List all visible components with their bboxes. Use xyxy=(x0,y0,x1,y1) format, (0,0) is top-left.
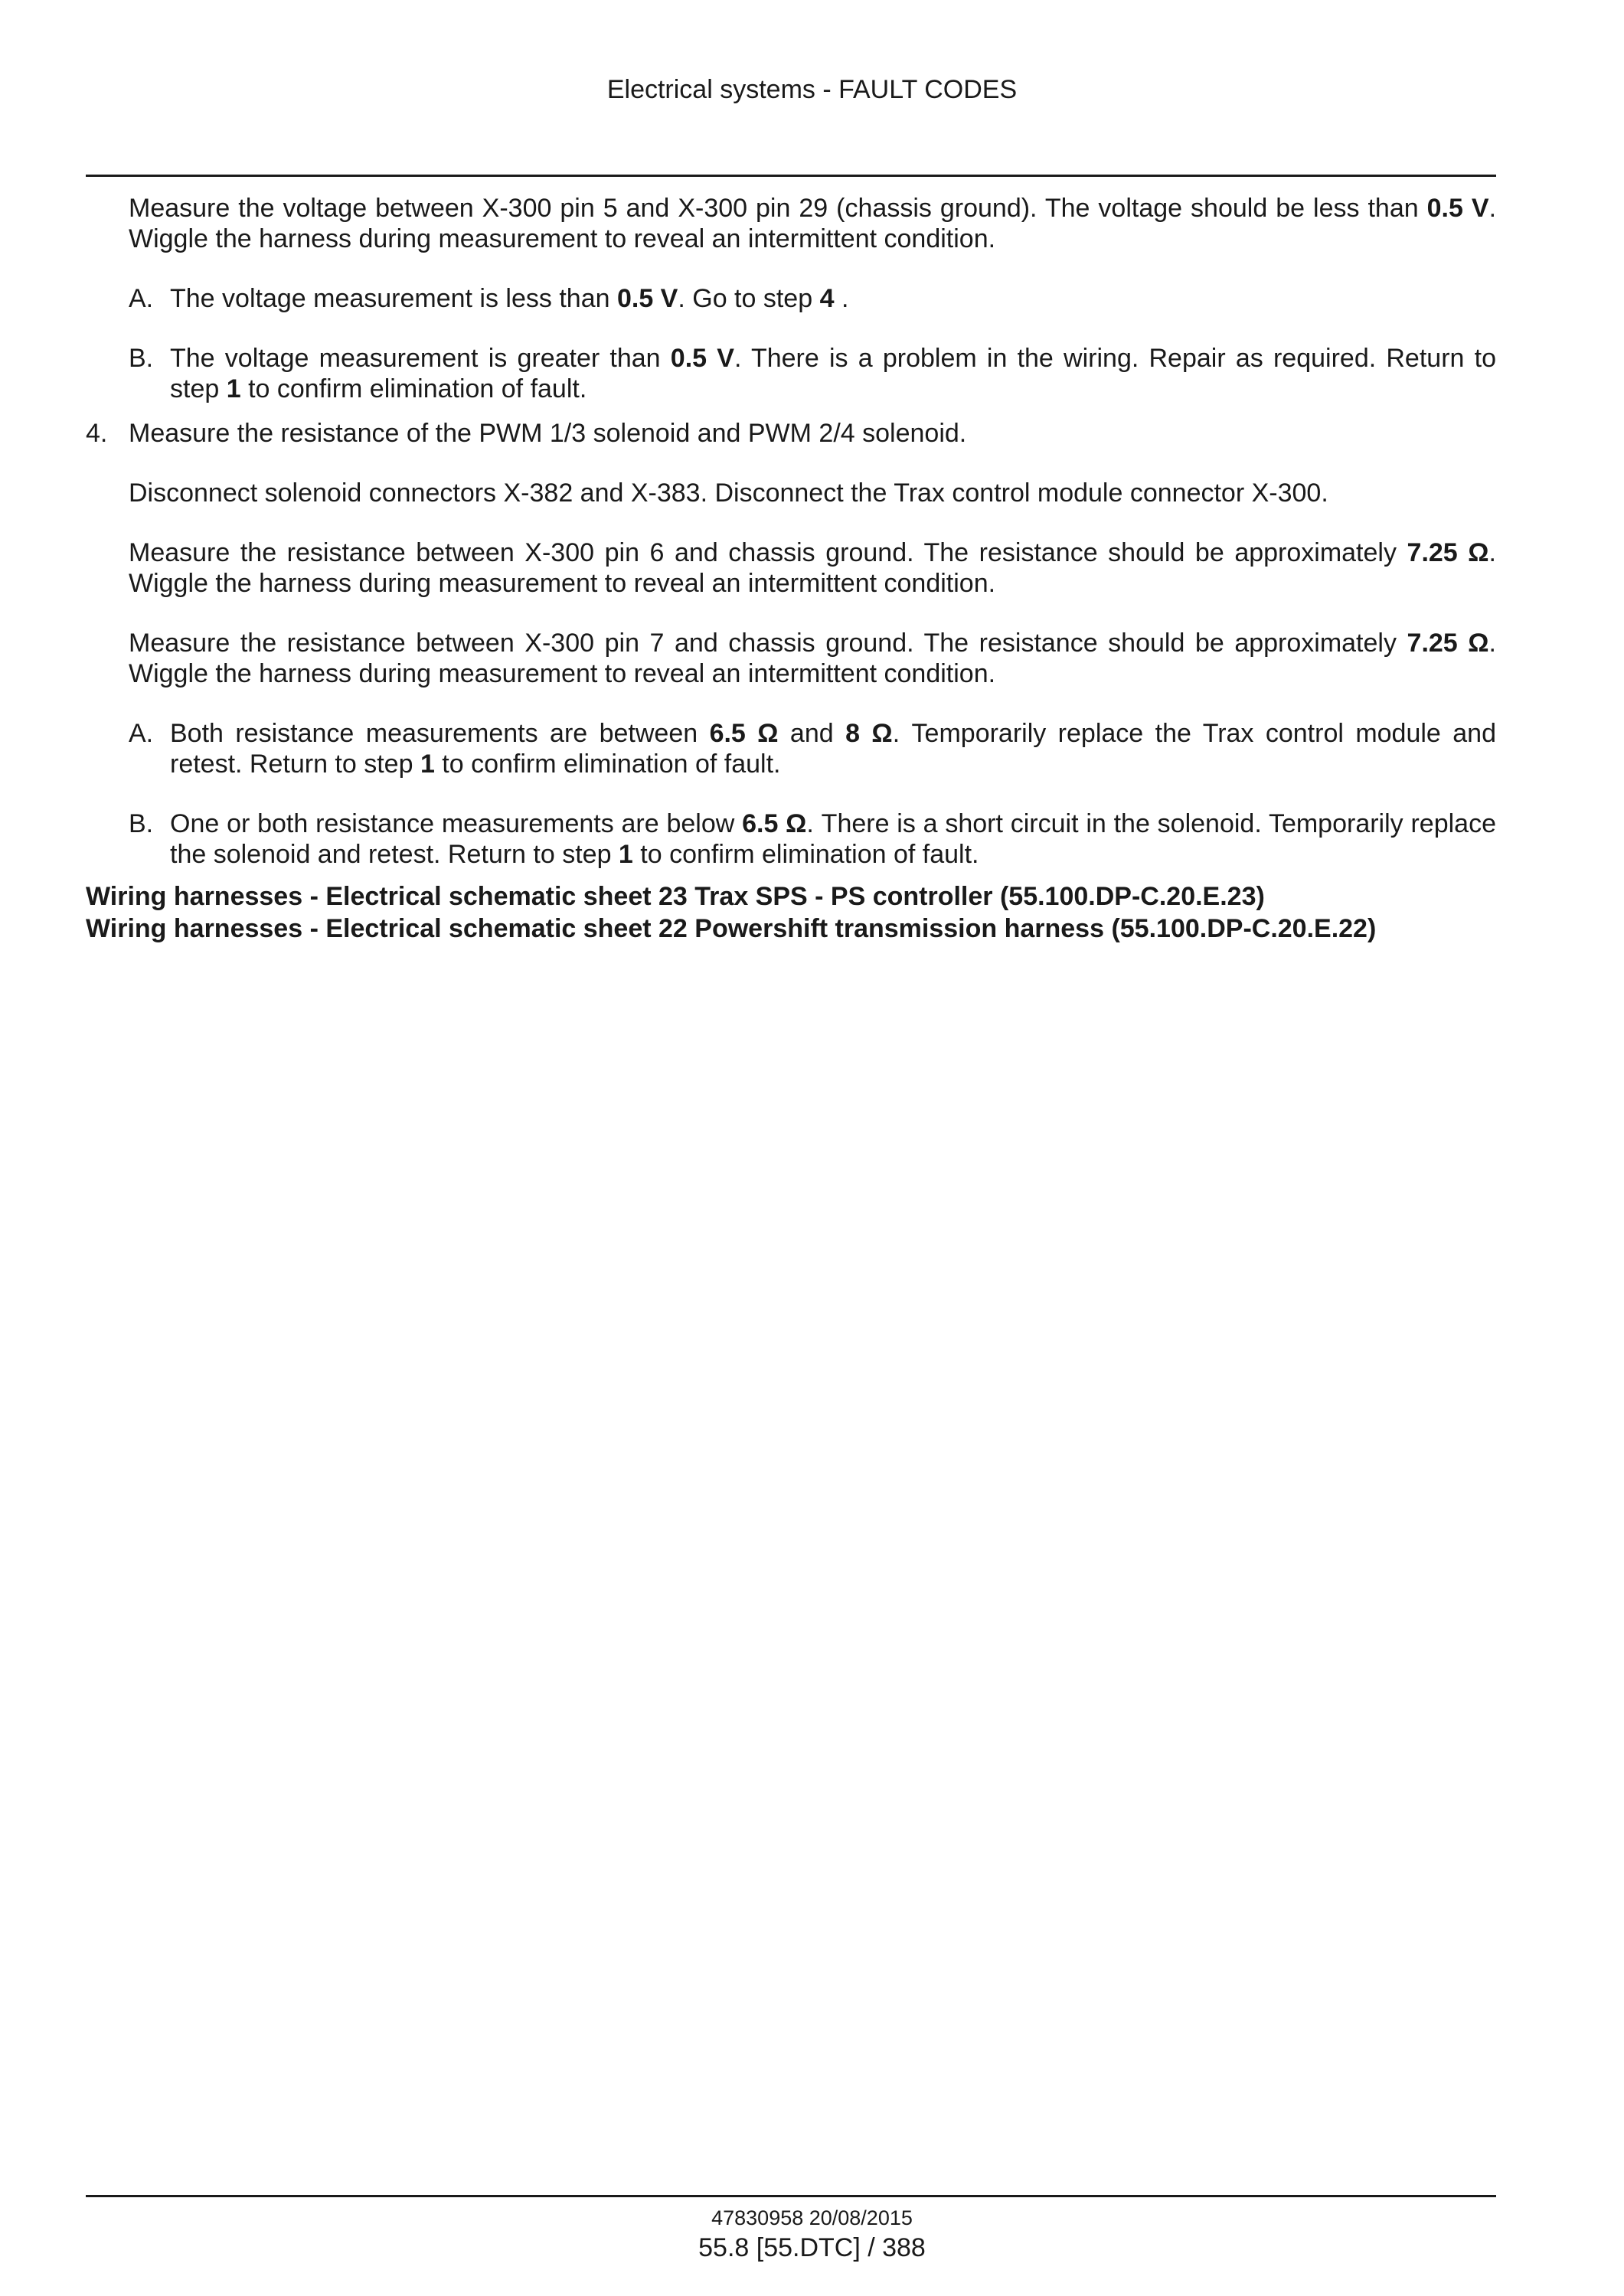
option-marker: B. xyxy=(129,344,154,373)
option-b-resistance-low xyxy=(129,808,1496,870)
resistance-pin6-paragraph xyxy=(129,537,1496,599)
text-run: and xyxy=(778,719,846,748)
option-text xyxy=(170,283,1496,314)
page-header-title: Electrical systems - FAULT CODES xyxy=(606,75,1018,104)
page-reference: 55.8 [55.DTC] / 388 xyxy=(698,2233,926,2262)
text-run: . There is a problem in the wiring. Repair as required. Return to step xyxy=(170,344,1496,403)
text-run: . There is a short circuit in the solenoid. Temporarily replace the solenoid and retest. Return to step xyxy=(170,809,1496,869)
text-run: . xyxy=(834,284,849,313)
option-marker: A. xyxy=(129,719,154,748)
text-run: Measure the resistance between X-300 pin 7 and chassis ground. The resistance should be approximately xyxy=(129,629,1407,658)
step-text: Measure the resistance of the PWM 1/3 solenoid and PWM 2/4 solenoid. xyxy=(129,419,967,448)
text-run: . Temporarily replace the Trax control module and retest. Return to step xyxy=(170,719,1496,779)
option-text xyxy=(170,808,1496,870)
text-run: One or both resistance measurements are below xyxy=(170,809,743,838)
step-reference: 1 xyxy=(226,374,241,403)
bold-value: 7.25 Ω xyxy=(1407,538,1489,567)
option-marker: B. xyxy=(129,809,154,838)
step-reference: 4 xyxy=(819,284,835,313)
text-run: . Wiggle the harness during measurement to reveal an intermittent condition. xyxy=(129,538,1496,598)
text-run: The voltage measurement is greater than xyxy=(170,344,671,373)
bold-value: 0.5 V xyxy=(616,284,678,313)
text-run: The voltage measurement is less than xyxy=(170,284,617,313)
bold-value: 8 Ω xyxy=(845,719,893,748)
text-run: to confirm elimination of fault. xyxy=(434,750,781,779)
text-run: Measure the voltage between X-300 pin 5 and X-300 pin 29 (chassis ground). The voltage should be less than xyxy=(129,194,1427,223)
bold-value: 0.5 V xyxy=(670,344,734,373)
header-divider xyxy=(86,175,1496,177)
option-b-voltage-high xyxy=(129,343,1496,404)
document-reference: 47830958 20/08/2015 xyxy=(711,2206,913,2229)
option-text xyxy=(170,343,1496,404)
option-text xyxy=(170,718,1496,779)
option-a-resistance-in-range xyxy=(129,718,1496,779)
document-body xyxy=(86,193,1496,945)
text-run: Both resistance measurements are between xyxy=(170,719,710,748)
text-run: . Wiggle the harness during measurement to reveal an intermittent condition. xyxy=(129,629,1496,688)
cross-references xyxy=(86,880,1496,945)
bold-value: 6.5 Ω xyxy=(742,809,807,838)
text-run: . Go to step xyxy=(678,284,820,313)
xref-link-sheet-23[interactable]: Wiring harnesses - Electrical schematic sheet 23 Trax SPS - PS controller (55.100.DP-C.20.E.23) xyxy=(86,882,1265,911)
step-4 xyxy=(86,418,1496,449)
step-number: 4. xyxy=(86,419,108,448)
step-reference: 1 xyxy=(420,750,435,779)
resistance-pin7-paragraph xyxy=(129,628,1496,689)
text-run: . Wiggle the harness during measurement to reveal an intermittent condition. xyxy=(129,194,1497,253)
step-reference: 1 xyxy=(618,840,633,869)
voltage-measure-paragraph xyxy=(129,193,1496,254)
text-run: to confirm elimination of fault. xyxy=(632,840,979,869)
xref-link-sheet-22[interactable]: Wiring harnesses - Electrical schematic sheet 22 Powershift transmission harness (55.100.DP-C.20.E.22) xyxy=(86,914,1377,943)
bold-value: 7.25 Ω xyxy=(1407,629,1489,658)
option-a-voltage-low xyxy=(129,283,1496,314)
footer-divider xyxy=(86,2195,1496,2197)
text-run: to confirm elimination of fault. xyxy=(240,374,587,403)
bold-value: 6.5 Ω xyxy=(709,719,779,748)
option-marker: A. xyxy=(129,284,154,313)
text-run: Measure the resistance between X-300 pin 6 and chassis ground. The resistance should be approximately xyxy=(129,538,1407,567)
bold-value: 0.5 V xyxy=(1426,194,1489,223)
disconnect-instruction: Disconnect solenoid connectors X-382 and X-383. Disconnect the Trax control module connector X-300. xyxy=(129,478,1328,508)
